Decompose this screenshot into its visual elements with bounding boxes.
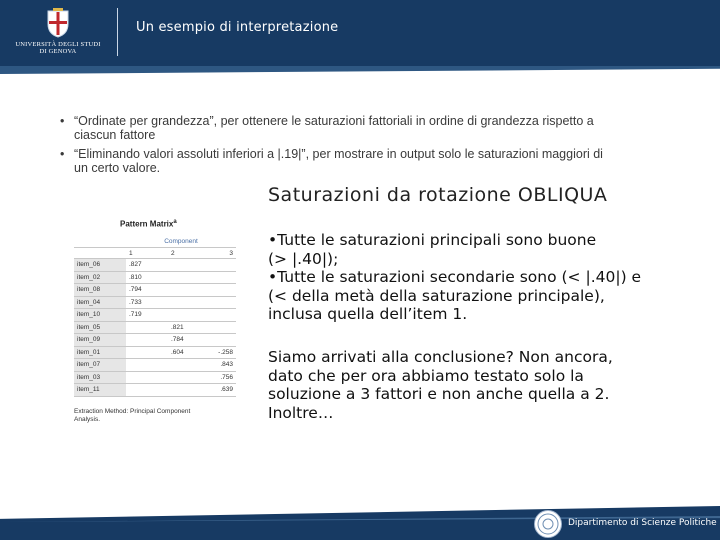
loading-c1 — [126, 359, 168, 372]
column-header: 3 — [210, 248, 236, 259]
bullet-item: • “Ordinate per grandezza”, per ottenere le saturazioni fattoriali in ordine di grandezza rispetto a ciascun fattore — [60, 114, 620, 142]
item-label: item_09 — [74, 334, 126, 347]
component-label: Component — [164, 238, 198, 245]
item-label: item_05 — [74, 321, 126, 334]
loading-c2 — [168, 384, 210, 397]
item-label: item_04 — [74, 296, 126, 309]
table-row — [74, 271, 236, 284]
item-label: item_02 — [74, 271, 126, 284]
loading-c1 — [126, 346, 168, 359]
table-row — [74, 371, 236, 384]
item-label: item_01 — [74, 346, 126, 359]
loading-c3 — [210, 271, 236, 284]
loading-c1: .827 — [126, 259, 168, 272]
loading-c3: .756 — [210, 371, 236, 384]
column-header-row — [74, 248, 236, 259]
loading-c2 — [168, 271, 210, 284]
table-row — [74, 259, 236, 272]
loading-c3 — [210, 259, 236, 272]
pattern-matrix-title-sup: a — [173, 219, 177, 225]
item-label: item_10 — [74, 309, 126, 322]
loading-c1 — [126, 371, 168, 384]
department-name: Dipartimento di Scienze Politiche — [568, 518, 717, 528]
table-row — [74, 284, 236, 297]
table-row — [74, 334, 236, 347]
loading-c1 — [126, 334, 168, 347]
conclusion-text: Siamo arrivati alla conclusione? Non ancora, dato che per ora abbiamo testato solo la soluzione a 3 fattori e non anche quella a 2. Inoltre… — [268, 348, 613, 422]
loading-c2: .784 — [168, 334, 210, 347]
loading-c1: .794 — [126, 284, 168, 297]
university-name-line2: DI GENOVA — [39, 48, 77, 55]
header-stripe — [0, 66, 720, 74]
column-header: 1 — [126, 248, 168, 259]
loading-c1 — [126, 384, 168, 397]
loading-c2 — [168, 259, 210, 272]
loading-c2: .821 — [168, 321, 210, 334]
item-label: item_11 — [74, 384, 126, 397]
table-row — [74, 384, 236, 397]
table-row — [74, 296, 236, 309]
column-header: 2 — [168, 248, 210, 259]
pattern-matrix-table — [74, 236, 236, 397]
slide-header-title: Un esempio di interpretazione — [136, 20, 339, 35]
footnote-line: Analysis. — [74, 416, 101, 423]
footnote-line: Extraction Method: Principal Component — [74, 408, 191, 415]
loading-c3 — [210, 334, 236, 347]
crest-icon — [46, 8, 70, 38]
pattern-matrix-title — [120, 219, 177, 229]
university-name-line1: UNIVERSITÀ DEGLI STUDI — [15, 41, 101, 48]
slide-heading: Saturazioni da rotazione OBLIQUA — [268, 184, 608, 206]
loading-c2 — [168, 309, 210, 322]
loading-c1: .733 — [126, 296, 168, 309]
header-divider — [117, 8, 118, 56]
table-row — [74, 309, 236, 322]
component-header-row — [74, 236, 236, 248]
item-label: item_07 — [74, 359, 126, 372]
loading-c2 — [168, 371, 210, 384]
loading-c3 — [210, 309, 236, 322]
table-row — [74, 359, 236, 372]
loading-c3: .843 — [210, 359, 236, 372]
item-label: item_03 — [74, 371, 126, 384]
loading-c3: -.258 — [210, 346, 236, 359]
pattern-matrix-footnote — [74, 408, 244, 424]
item-label: item_06 — [74, 259, 126, 272]
loading-c2 — [168, 296, 210, 309]
university-logo — [8, 6, 116, 62]
department-seal-icon — [534, 510, 562, 538]
loading-c1 — [126, 321, 168, 334]
loading-c1: .719 — [126, 309, 168, 322]
loading-c2: .604 — [168, 346, 210, 359]
saturation-summary: •Tutte le saturazioni principali sono buone (> |.40|); •Tutte le saturazioni secondarie sono (< |.40|) e (< della metà della saturazione principale), inclusa quella dell’item 1. — [268, 231, 642, 323]
bullet-list — [60, 114, 620, 180]
loading-c3 — [210, 296, 236, 309]
pattern-matrix-title-text: Pattern Matrix — [120, 219, 174, 229]
bullet-item: • “Eliminando valori assoluti inferiori a |.19|”, per mostrare in output solo le saturazioni maggiori di un certo valore. — [60, 147, 620, 175]
table-row — [74, 346, 236, 359]
loading-c3 — [210, 321, 236, 334]
loading-c3: .639 — [210, 384, 236, 397]
item-label: item_08 — [74, 284, 126, 297]
loading-c2 — [168, 359, 210, 372]
loading-c1: .810 — [126, 271, 168, 284]
university-name — [8, 41, 108, 55]
table-row — [74, 321, 236, 334]
loading-c3 — [210, 284, 236, 297]
loading-c2 — [168, 284, 210, 297]
